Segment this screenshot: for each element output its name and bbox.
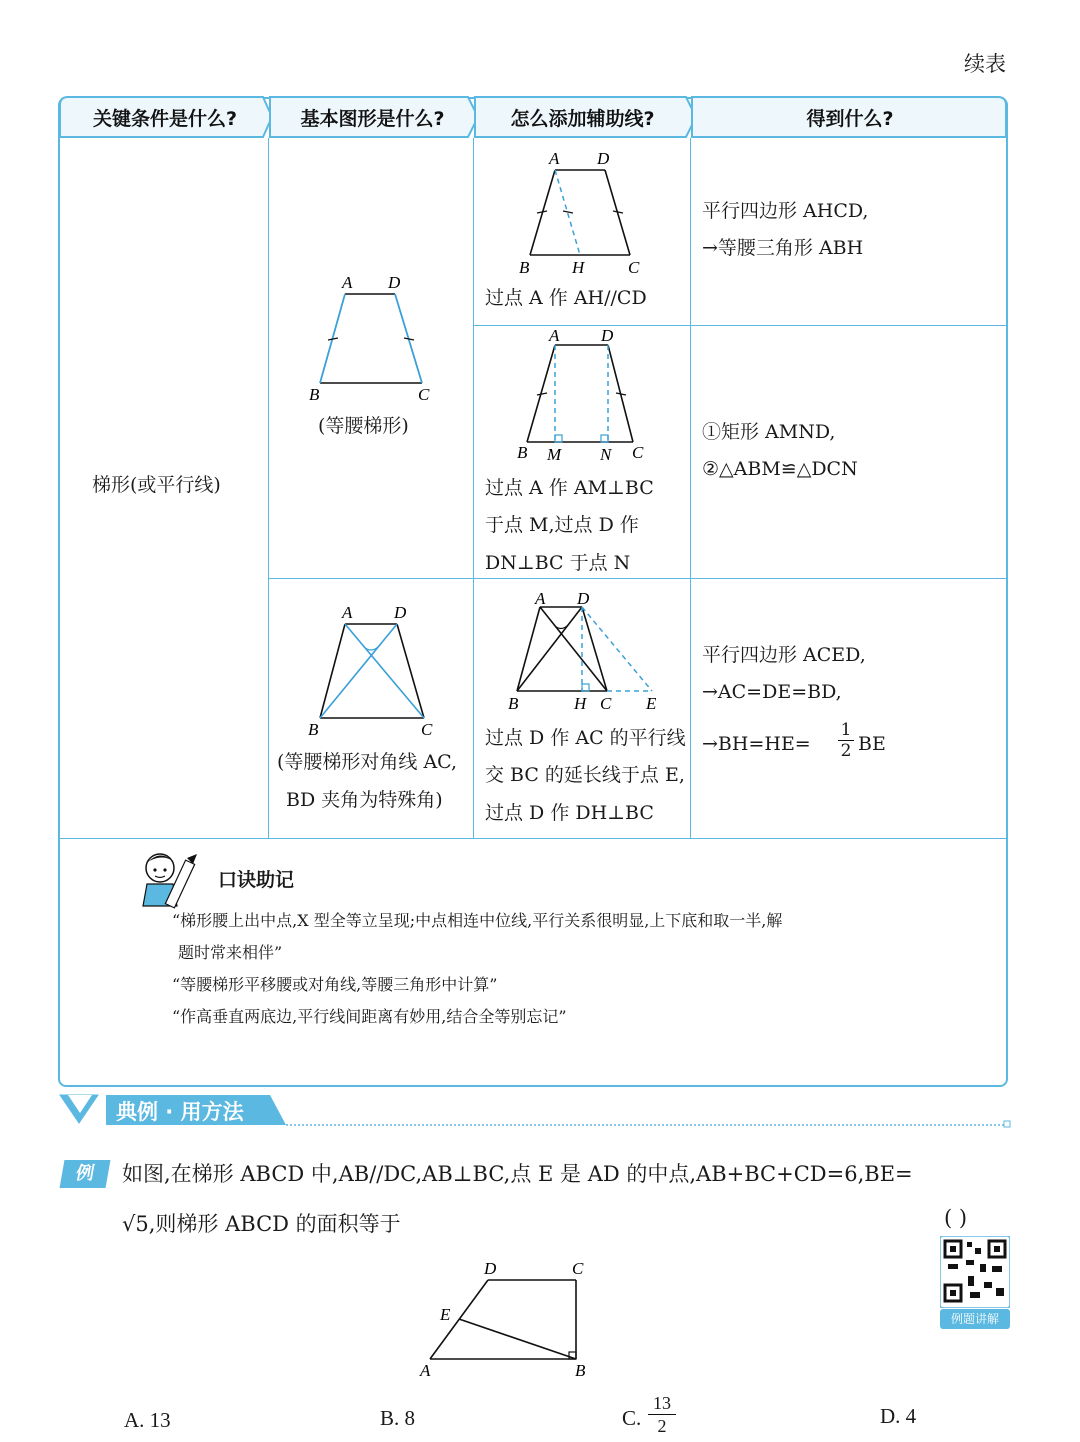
option-c[interactable]: C. <box>622 1406 642 1430</box>
svg-text:B: B <box>508 694 519 713</box>
label-c: C <box>418 385 430 404</box>
qr-caption[interactable]: 例题讲解 <box>940 1309 1010 1329</box>
student-pencil-icon <box>135 848 210 913</box>
svg-text:D: D <box>484 1259 497 1278</box>
mnemonic-line: “作高垂直两底边,平行线间距离有妙用,结合全等别忘记” <box>172 1007 567 1026</box>
example-tag: 例 <box>60 1160 111 1188</box>
svg-text:C: C <box>572 1259 584 1278</box>
result-1b: →等腰三角形 ABH <box>702 237 864 259</box>
option-a[interactable]: A. 13 <box>124 1408 171 1432</box>
svg-text:A: A <box>549 326 560 345</box>
svg-text:D: D <box>577 589 590 608</box>
svg-text:H: H <box>572 258 585 277</box>
svg-text:D: D <box>394 603 407 622</box>
svg-text:H: H <box>574 694 587 713</box>
answer-bracket: ( ) <box>944 1206 968 1230</box>
svg-text:C: C <box>632 443 644 462</box>
label-a: A <box>342 273 353 292</box>
svg-text:N: N <box>600 445 612 464</box>
grid-line <box>690 138 691 838</box>
svg-text:A: A <box>535 589 546 608</box>
grid-line <box>473 138 474 838</box>
result-2a: ①矩形 AMND, <box>702 421 836 443</box>
grid-line <box>58 838 1008 839</box>
header-result: 得到什么? <box>806 107 894 130</box>
svg-text:B: B <box>575 1361 586 1380</box>
svg-text:A: A <box>420 1361 431 1380</box>
result-1a: 平行四边形 AHCD, <box>702 200 869 222</box>
result-2b: ②△ABM≌△DCN <box>702 458 858 480</box>
svg-text:C: C <box>421 720 433 739</box>
svg-text:B: B <box>517 443 528 462</box>
result-3c-tail: BE <box>858 733 886 755</box>
svg-text:A: A <box>549 149 560 168</box>
option-b[interactable]: B. 8 <box>380 1406 416 1430</box>
option-d[interactable]: D. 4 <box>880 1404 917 1428</box>
svg-text:B: B <box>308 720 319 739</box>
aux-figure-translate-diagonal <box>502 585 677 715</box>
header-shape: 基本图形是什么? <box>300 107 445 130</box>
condition-text: 梯形(或平行线) <box>92 474 221 496</box>
isosceles-trapezoid-figure <box>300 270 450 410</box>
section-title: 典例 · 用方法 <box>116 1100 244 1124</box>
aux-figure-heights <box>505 325 665 465</box>
header-aux-line: 怎么添加辅助线? <box>510 107 655 130</box>
result-3b: →AC=DE=BD, <box>702 681 842 703</box>
aux-text-3c: 过点 D 作 DH⊥BC <box>485 802 654 824</box>
mnemonic-line: “等腰梯形平移腰或对角线,等腰三角形中计算” <box>172 975 498 994</box>
grid-line <box>268 138 269 838</box>
label-d: D <box>388 273 401 292</box>
svg-text:B: B <box>519 258 530 277</box>
example-line-1: 如图,在梯形 ABCD 中,AB//DC,AB⊥BC,点 E 是 AD 的中点,AB+BC+CD=6,BE= <box>122 1162 913 1186</box>
aux-text-2c: DN⊥BC 于点 N <box>485 552 631 574</box>
label-b: B <box>309 385 320 404</box>
grid-line <box>268 578 1008 579</box>
svg-text:E: E <box>440 1305 451 1324</box>
continued-label: 续表 <box>964 52 1006 76</box>
header-condition: 关键条件是什么? <box>92 107 238 130</box>
aux-text-3a: 过点 D 作 AC 的平行线 <box>485 727 686 749</box>
shape-caption-isosceles: (等腰梯形) <box>318 415 409 437</box>
aux-text-2a: 过点 A 作 AM⊥BC <box>485 477 654 499</box>
mnemonic-line: “梯形腰上出中点,X 型全等立呈现;中点相连中位线,平行关系很明显,上下底和取一半,解 <box>172 911 783 930</box>
svg-text:M: M <box>547 445 562 464</box>
example-trapezoid-figure <box>410 1252 610 1382</box>
shape-caption-diagonal-1: (等腰梯形对角线 AC, <box>277 751 458 773</box>
aux-text-3b: 交 BC 的延长线于点 E, <box>485 764 685 786</box>
svg-text:E: E <box>646 694 657 713</box>
result-3c: →BH=HE= <box>702 733 811 755</box>
svg-text:C: C <box>600 694 612 713</box>
svg-text:D: D <box>601 326 614 345</box>
qr-code-icon[interactable] <box>940 1236 1010 1308</box>
aux-text-2b: 于点 M,过点 D 作 <box>485 514 639 536</box>
aux-figure-parallel <box>510 145 660 280</box>
aux-text-1: 过点 A 作 AH//CD <box>485 287 647 309</box>
svg-text:A: A <box>342 603 353 622</box>
option-c-fraction: 13 2 <box>648 1392 676 1437</box>
mnemonic-title: 口诀助记 <box>218 869 295 891</box>
trapezoid-diagonals-figure <box>300 600 460 750</box>
shape-caption-diagonal-2: BD 夹角为特殊角) <box>286 789 443 811</box>
svg-text:D: D <box>597 149 610 168</box>
mnemonic-lines <box>172 905 782 1033</box>
result-3a: 平行四边形 ACED, <box>702 644 866 666</box>
fraction-half: 1 2 <box>838 720 854 761</box>
svg-text:C: C <box>628 258 640 277</box>
example-line-2: √5,则梯形 ABCD 的面积等于 <box>122 1212 401 1236</box>
mnemonic-line: 题时常来相伴” <box>178 943 283 962</box>
